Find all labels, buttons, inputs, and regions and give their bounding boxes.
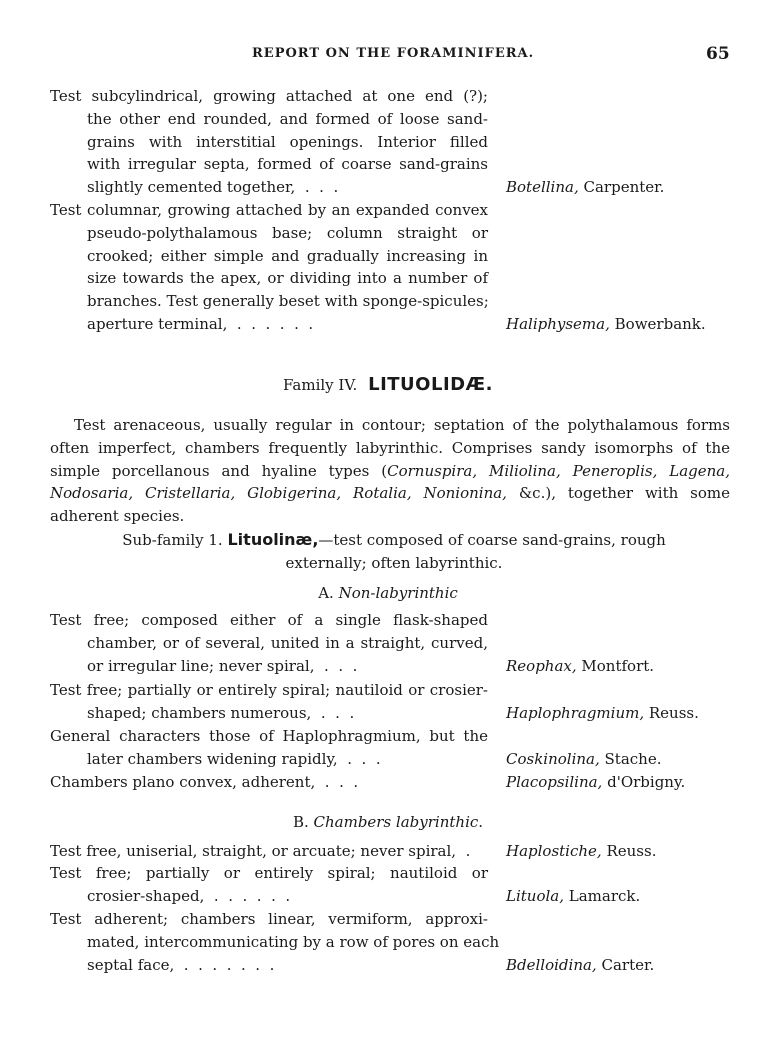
key-line: General characters those of Haplophragmium, but the xyxy=(50,727,488,745)
key-line: with irregular septa, formed of coarse sand-grains xyxy=(87,155,488,174)
family-desc-types: Cornuspira, Miliolina, Peneroplis, Lagena, Nodosaria, Cristellaria, Globigerina, Rotalia, Nonionina, xyxy=(50,461,731,503)
section-title: Non-labyrinthic xyxy=(338,584,458,602)
genus-author: Reuss. xyxy=(648,704,699,722)
key-line: crosier-shaped, . . . . . . xyxy=(87,886,291,905)
genus-label xyxy=(506,313,706,336)
subfamily-heading xyxy=(84,528,704,575)
subfamily-name: Lituolinæ, xyxy=(227,530,319,549)
section-b-heading xyxy=(0,813,776,831)
genus-label xyxy=(506,702,699,725)
genus-name: Reophax, xyxy=(506,657,577,675)
page-header xyxy=(0,44,776,68)
section-title: Chambers labyrinthic. xyxy=(313,813,484,831)
genus-author: Stache. xyxy=(604,750,662,768)
key-description xyxy=(50,771,488,794)
genus-name: Bdelloidina, xyxy=(506,956,597,974)
key-description xyxy=(50,725,488,771)
genus-label xyxy=(506,885,640,908)
key-line: shaped; chambers numerous, . . . xyxy=(87,703,355,722)
key-line: Chambers plano convex, adherent, . . . xyxy=(50,773,359,791)
genus-author: Montfort. xyxy=(581,657,655,675)
section-a-heading xyxy=(0,584,776,602)
genus-author: d'Orbigny. xyxy=(607,773,686,791)
key-line: septal face, . . . . . . . xyxy=(87,955,275,974)
genus-name: Lituola, xyxy=(506,887,564,905)
key-line: chamber, or of several, united in a straight, curved, xyxy=(87,633,488,652)
key-description xyxy=(50,609,488,677)
genus-name: Placopsilina, xyxy=(506,773,603,791)
key-line: pseudo-polythalamous base; column straight or xyxy=(87,223,488,242)
family-name: LITUOLIDÆ. xyxy=(368,374,493,395)
key-line: grains with interstitial openings. Interior filled xyxy=(87,132,488,151)
genus-name: Botellina, xyxy=(506,178,579,196)
key-line: Test free, uniserial, straight, or arcuate; never spiral, . xyxy=(50,842,471,860)
key-line: Test subcylindrical, growing attached at one end (?); xyxy=(50,87,488,105)
family-heading xyxy=(0,374,776,395)
key-description xyxy=(50,862,488,908)
family-desc-text: Test arenaceous, usually regular in contour; septation of the polythalamous forms often imperfect, chambers frequently labyrinthic. Comprises sandy isomorphs of the simple porcellanous and hyaline types ( xyxy=(50,416,730,480)
genus-name: Haliphysema, xyxy=(506,315,610,333)
key-line: crooked; either simple and gradually increasing in xyxy=(87,246,488,265)
genus-name: Haplostiche, xyxy=(506,842,602,860)
key-line: later chambers widening rapidly, . . . xyxy=(87,749,381,768)
family-desc-text-end: &c.), together with some adherent species. xyxy=(50,484,730,526)
genus-author: Bowerbank. xyxy=(614,315,706,333)
genus-author: Reuss. xyxy=(606,842,657,860)
key-line: Test free; partially or entirely spiral; nautiloid or xyxy=(50,864,488,882)
key-line: branches. Test generally beset with sponge-spicules; xyxy=(87,292,489,311)
key-line: Test columnar, growing attached by an expanded convex xyxy=(50,201,488,219)
genus-author: Carpenter. xyxy=(583,178,665,196)
subfamily-label: Sub-family 1. xyxy=(122,531,223,549)
key-line: mated, intercommunicating by a row of pores on each xyxy=(87,932,500,951)
key-line: Test free; composed either of a single flask-shaped xyxy=(50,611,488,629)
family-description xyxy=(50,414,730,528)
key-line: Test free; partially or entirely spiral; nautiloid or crosier- xyxy=(50,681,488,699)
key-line: aperture terminal, . . . . . . xyxy=(87,314,314,333)
genus-label xyxy=(506,771,685,794)
genus-label xyxy=(506,954,654,977)
subfamily-desc: —test composed of coarse sand-grains, rough xyxy=(318,531,666,549)
genus-label xyxy=(506,840,656,863)
section-letter: A. xyxy=(318,584,334,602)
key-description xyxy=(50,679,488,725)
genus-label xyxy=(506,655,654,678)
key-description xyxy=(50,85,488,199)
subfamily-desc-2: externally; often labyrinthic. xyxy=(285,554,503,572)
key-line: Test adherent; chambers linear, vermiform, approxi- xyxy=(50,910,488,928)
page-number: 65 xyxy=(706,44,730,64)
genus-author: Lamarck. xyxy=(568,887,641,905)
running-title: REPORT ON THE FORAMINIFERA. xyxy=(252,46,535,61)
key-line: the other end rounded, and formed of loose sand- xyxy=(87,109,488,128)
genus-author: Carter. xyxy=(601,956,655,974)
key-description xyxy=(50,840,488,863)
genus-name: Haplophragmium, xyxy=(506,704,645,722)
key-line: slightly cemented together, . . . xyxy=(87,178,339,197)
genus-label xyxy=(506,176,664,199)
key-line: size towards the apex, or dividing into a number of xyxy=(87,269,488,288)
genus-label xyxy=(506,748,661,771)
section-letter: B. xyxy=(292,813,309,831)
key-description xyxy=(50,199,488,336)
family-label: Family IV. xyxy=(283,376,358,394)
key-line: or irregular line; never spiral, . . . xyxy=(87,656,358,675)
genus-name: Coskinolina, xyxy=(506,750,600,768)
key-description xyxy=(50,908,500,976)
